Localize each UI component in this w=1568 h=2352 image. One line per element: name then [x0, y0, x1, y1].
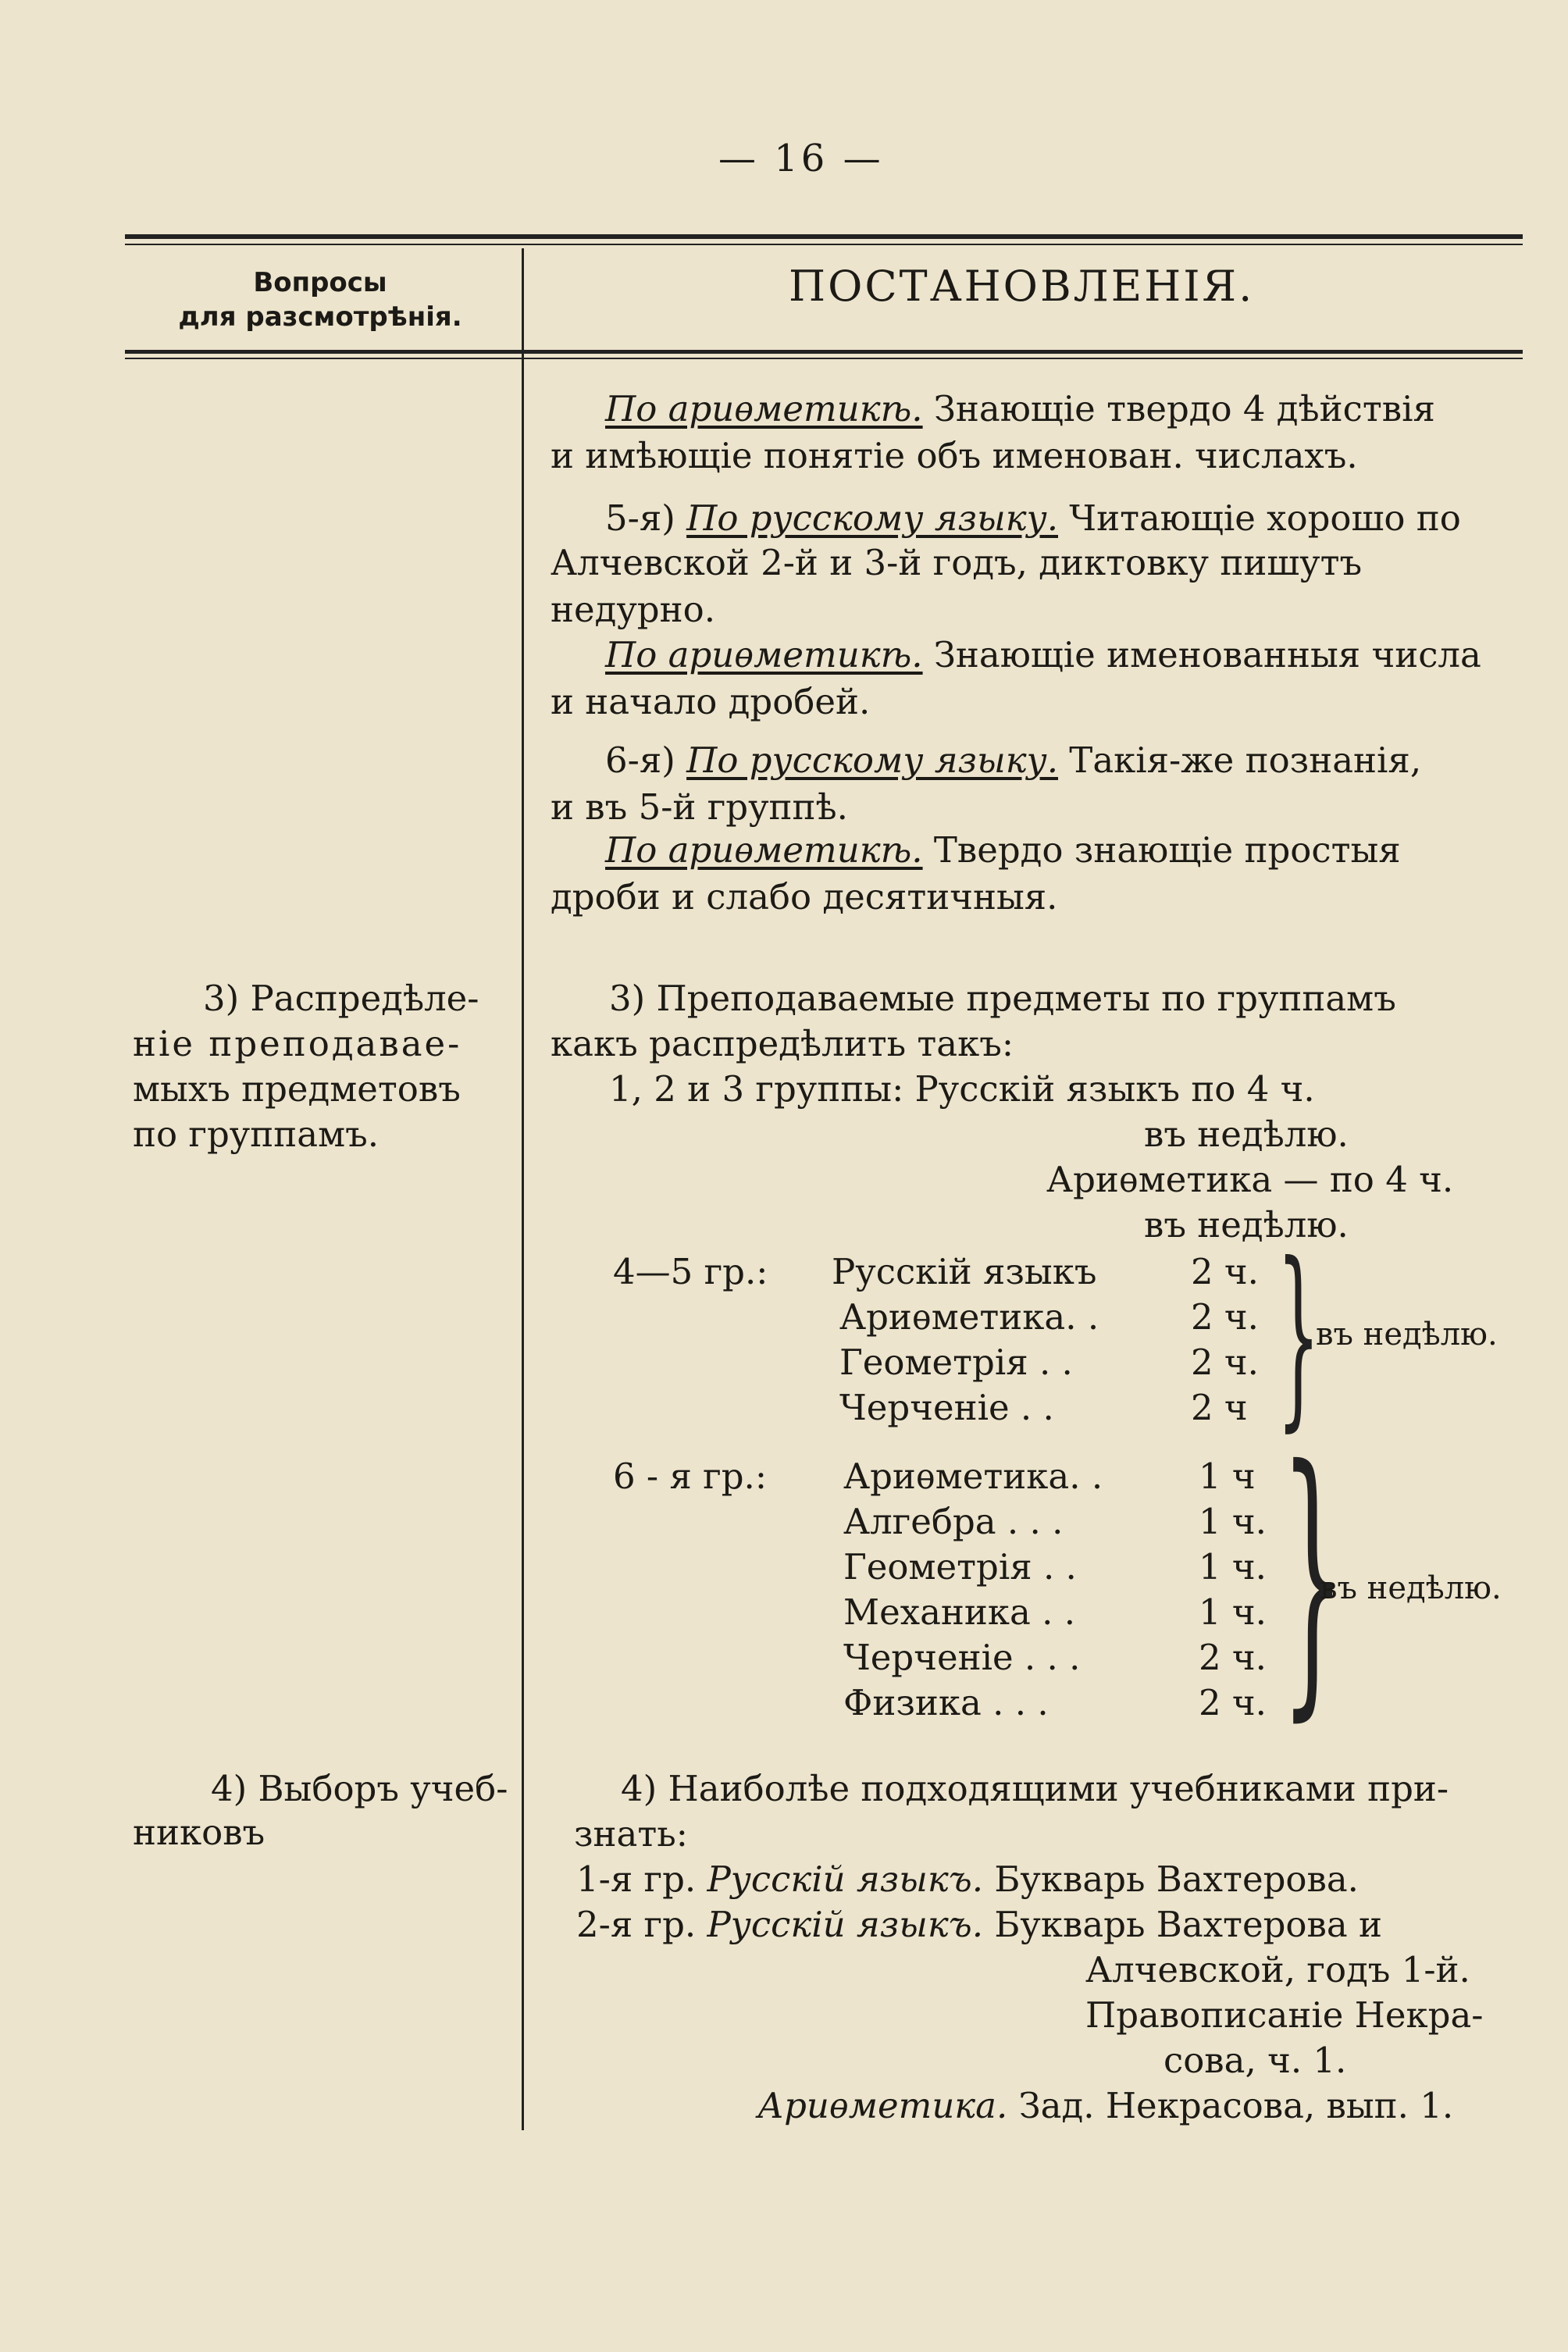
question-4-line1: 4) Выборъ учеб-	[211, 1768, 508, 1809]
group-5-arith-line2: и начало дробей.	[551, 681, 871, 722]
h-row-5-hours: 2 ч.	[1199, 1682, 1267, 1723]
h-row-2-subject: Геометрія . .	[843, 1546, 1077, 1588]
resolution-4-gr2-line3: Правописаніе Некра-	[1085, 1994, 1484, 2036]
h-row-5-subject: Физика . . .	[843, 1682, 1049, 1723]
group-6-russian-line2: и въ 5-й группѣ.	[551, 786, 848, 828]
group-5-russian-line3: недурно.	[551, 589, 716, 630]
h-row-1-subject: Алгебра . . .	[843, 1501, 1064, 1542]
question-3-line4: по группамъ.	[133, 1114, 379, 1155]
brace-4-5: }	[1277, 1221, 1320, 1449]
g-row-3-subject: Черченіе . .	[839, 1387, 1054, 1428]
group-5-arith: По ариѳметикѣ. Знающіе именованныя числа	[605, 634, 1481, 675]
group-6-label: 6 - я гр.:	[613, 1456, 767, 1497]
resolution-4-line2: знать:	[574, 1813, 688, 1855]
group-5-russian: 5-я) По русскому языку. Читающіе хорошо по	[605, 497, 1461, 539]
column-header-questions-line2: для разсмотрѣнія.	[178, 301, 462, 333]
resolution-3-line4: въ недѣлю.	[1144, 1114, 1349, 1155]
resolution-4-arith: Ариѳметика. Зад. Некрасова, вып. 1.	[757, 2085, 1454, 2126]
resolution-3-line1: 3) Преподаваемые предметы по группамъ	[609, 978, 1396, 1019]
group-5-russian-line2: Алчевской 2-й и 3-й годъ, диктовку пишутъ	[551, 542, 1363, 583]
h-row-3-hours: 1 ч.	[1199, 1591, 1267, 1633]
resolution-3-line6: въ недѣлю.	[1144, 1204, 1349, 1245]
g-row-1-subject: Ариѳметика. .	[839, 1296, 1099, 1338]
g-row-1-hours: 2 ч.	[1191, 1296, 1259, 1338]
h-row-2-hours: 1 ч.	[1199, 1546, 1267, 1588]
header-bottom-rule	[125, 350, 1523, 354]
resolution-3-line3: 1, 2 и 3 группы: Русскій языкъ по 4 ч.	[609, 1068, 1315, 1110]
question-4-line2: никовъ	[133, 1812, 265, 1853]
g-row-0-subject: Русскій языкъ	[832, 1251, 1097, 1292]
question-3-line1: 3) Распредѣле-	[203, 978, 479, 1019]
resolution-4-gr2-line4: сова, ч. 1.	[1164, 2040, 1347, 2081]
h-row-0-hours: 1 ч	[1199, 1456, 1256, 1497]
h-row-1-hours: 1 ч.	[1199, 1501, 1267, 1542]
header-top-rule-thin	[125, 244, 1523, 245]
h-row-0-subject: Ариѳметика. .	[843, 1456, 1103, 1497]
g-row-2-subject: Геометрія . .	[839, 1342, 1073, 1383]
group-6-arith-line2: дроби и слабо десятичныя.	[551, 876, 1058, 918]
resolution-4-gr2: 2-я гр. Русскій языкъ. Букварь Вахтерова и	[576, 1904, 1382, 1945]
column-divider	[522, 248, 524, 2130]
g-row-0-hours: 2 ч.	[1191, 1251, 1259, 1292]
group-4-5-week: въ недѣлю.	[1316, 1317, 1498, 1352]
arith-heading: По ариѳметикѣ.	[605, 388, 923, 429]
group-4-5-label: 4—5 гр.:	[613, 1251, 768, 1292]
brace-6: }	[1281, 1409, 1345, 1745]
column-header-questions-line1: Вопросы	[253, 267, 387, 298]
question-3-line3: мыхъ предметовъ	[133, 1068, 461, 1110]
resolution-3-line5: Ариѳметика — по 4 ч.	[1046, 1159, 1454, 1200]
group-6-arith: По ариѳметикѣ. Твердо знающіе простыя	[605, 829, 1401, 871]
page-number: — 16 —	[718, 137, 884, 180]
resolution-4-gr2-line2: Алчевской, годъ 1-й.	[1085, 1949, 1470, 1990]
para-arith-1-line2: и имѣющіе понятіе объ именован. числахъ.	[551, 435, 1358, 476]
header-bottom-rule-thin	[125, 358, 1523, 359]
h-row-3-subject: Механика . .	[843, 1591, 1076, 1633]
header-top-rule	[125, 234, 1523, 239]
resolution-4-line1: 4) Наиболѣе подходящими учебниками при-	[621, 1768, 1449, 1809]
h-row-4-subject: Черченіе . . .	[843, 1637, 1081, 1678]
question-3-line2: ніе преподавае-	[133, 1023, 462, 1064]
group-6-russian: 6-я) По русскому языку. Такія-же познанія,	[605, 739, 1422, 781]
resolution-3-line2: какъ распредѣлить такъ:	[551, 1023, 1014, 1064]
g-row-2-hours: 2 ч.	[1191, 1342, 1259, 1383]
para-arith-1: По ариѳметикѣ. Знающіе твердо 4 дѣйствія	[605, 388, 1435, 429]
h-row-4-hours: 2 ч.	[1199, 1637, 1267, 1678]
group-6-week: въ недѣлю.	[1320, 1570, 1502, 1606]
resolution-4-gr1: 1-я гр. Русскій языкъ. Букварь Вахтерова.	[576, 1858, 1359, 1900]
g-row-3-hours: 2 ч	[1191, 1387, 1248, 1428]
column-header-questions	[125, 265, 515, 334]
column-header-resolutions: ПОСТАНОВЛЕНІЯ.	[789, 262, 1255, 311]
